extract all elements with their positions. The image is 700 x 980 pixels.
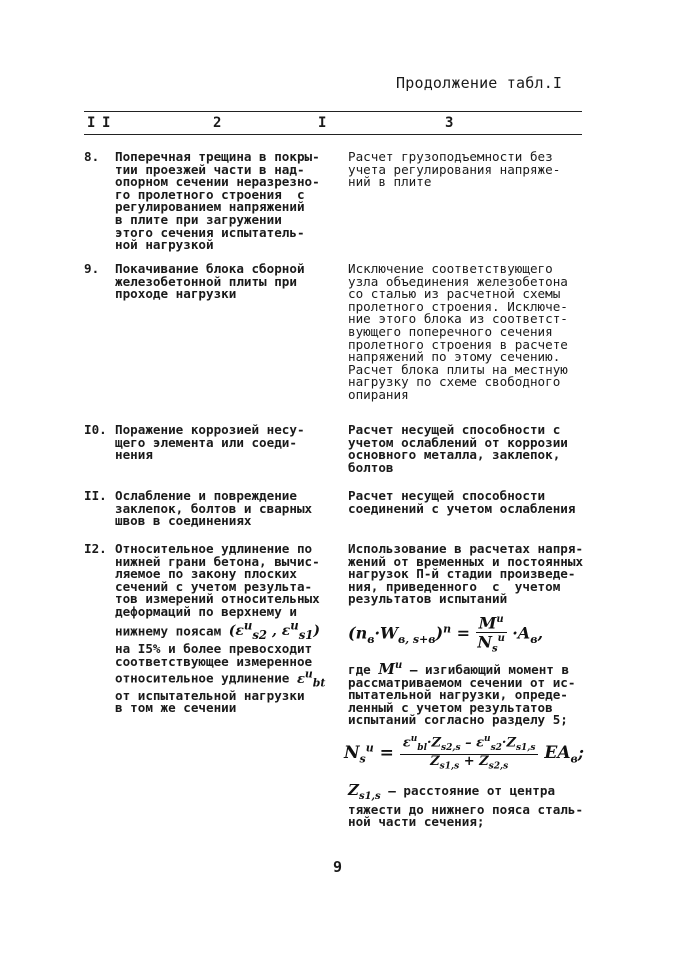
row-number: 8. <box>84 149 100 164</box>
row-number: I2. <box>84 541 107 556</box>
defect-description: Относительное удлинение по нижней грани бетона, вычис- ляемое по закону плоских сечений с учетом результа- тов измерений относительных деформаций по верхнему и нижнему поясам ($\varepsilon^и_{s2}$ , $\varepsilon^и_{s1}$) на I5% и более превосходит соответствующее измеренное относительное удлинение $\varepsilon^и_{bt}$ от испытательной нагрузки в том же сечении <box>115 541 326 716</box>
calculation-method: Исключение соответствующего узла объединения железобетона со сталью из расчетной схемы пролетного строения. Исключе- ние этого блока из соответст- вующего поперечного сечения пролетного строения в расчете напряжений по этому сечению. Расчет блока плиты на местную нагрузку по схеме свободного опирания <box>348 261 568 402</box>
header-col1: I <box>87 115 96 131</box>
row-number: II. <box>84 488 107 503</box>
header-col2: 2 <box>213 115 222 131</box>
formula-axial-force: $N_s^и$ = $\frac{\varepsilon^и_{bl}\cdot Z_{s2,s} - \varepsilon^и_{s2}\cdot Z_{s1,s}}{Z_{s1,s} + Z_{s2,s}}$ $EA_в$; <box>344 734 585 772</box>
moment-symbol-math: $M^и$ <box>378 660 403 678</box>
row-number: I0. <box>84 422 107 437</box>
header-sep-1: I <box>102 115 111 131</box>
formula-stress-relation: $(n_в\cdot W_{в, s+в})^n$ = $\frac{M^и}{N_s^и}$ $\cdot A_в$, <box>348 613 544 655</box>
strain-pair-math: ($\varepsilon^и_{s2}$ , $\varepsilon^и_{s1}$) <box>228 618 320 643</box>
strain-epsilon-math: $\varepsilon^и_{bt}$ <box>296 667 326 690</box>
defect-description: Ослабление и повреждение заклепок, болтов и сварных швов в соединениях <box>115 488 313 529</box>
calculation-method: Расчет несущей способности с учетом ослаблений от коррозии основного металла, заклепок, болтов <box>348 422 568 475</box>
defect-description: Покачивание блока сборной железобетонной плиты при проходе нагрузки <box>115 261 305 302</box>
table-continuation-label: Продолжение табл.I <box>396 74 563 92</box>
header-col3: 3 <box>445 115 454 131</box>
defect-description: Поперечная трещина в покры- тии проезжей части в над- опорном сечении неразрезно- го пролетного строения с регулированием напряжений в плите при загружении этого сечения испытатель- ной нагрузкой <box>115 149 320 253</box>
page-number: 9 <box>333 858 343 876</box>
calculation-method: Использование в расчетах напря- жений от временных и постоянных нагрузок П-й стадии произведе- ния, приведенного с учетом результатов испытаний <box>348 541 584 607</box>
document-page: Продолжение табл.I I I 2 I 3 8. Поперечная трещина в покры- тии проезжей части в над- опорном сечении неразрезно- го пролетного строения с регулированием напряжений в плите при загружении этого сечения испытатель- ной нагрузкой Расчет грузоподъемности без учета регулирования напряже- ний в плите 9. Покачивание блока сборной железобетонной плиты при проходе нагрузки Исключение соответствующего узла объединения железобетона со сталью из расчетной схемы пролетного строения. Исключе- ние этого блока из соответст- вующего поперечного сечения пролетного строения в расчете напряжений по этому сечению. Расчет блока плиты на местную нагрузку по схеме свободного опирания I0. Поражение коррозией несу- щего элемента или соеди- нения Расчет несущей способности с учетом ослаблений от коррозии основного металла, заклепок, болтов II. Ослабление и повреждение заклепок, болтов и сварных швов в соединениях Расчет несущей способности соединений с учетом ослабления I2. Относительное удлинение по нижней грани бетона, вычис- ляемое по закону плоских сечений с учетом результа- тов измерений относительных деформаций по верхнему и нижнему поясам ($\varepsilon^и_{s2}$ , $\varepsilon^и_{s1}$) на I5% и более превосходит соответствующее измеренное относительное удлинение $\varepsilon^и_{bt}$ от испытательной нагрузки в том же сечении Использование в расчетах напря- жений от временных и постоянных нагрузок П-й стадии произведе- ния, приведенного с учетом результатов испытаний $(n_в\cdot W_{в, s+в})^n$ = $\frac{M^и}{N_s^и}$ $\cdot A_в$, где $M^и$ – изгибающий момент в рассматриваемом сечении от ис- пытательной нагрузки, опреде- ленный с учетом результатов испытаний согласно разделу 5; $N_s^и$ = $\frac{\varepsilon^и_{bl}\cdot Z_{s2,s} - \varepsilon^и_{s2}\cdot Z_{s1,s}}{Z_{s1,s} + Z_{s2,s}}$ $EA_в$; $Z_{s1,s}$ – расстояние от центра тяжести до нижнего пояса сталь- ной части сечения; 9 <box>0 0 700 980</box>
row-number: 9. <box>84 261 100 276</box>
calculation-method: Расчет грузоподъемности без учета регулирования напряже- ний в плите <box>348 149 561 190</box>
header-sep-2: I <box>318 115 327 131</box>
defect-description: Поражение коррозией несу- щего элемента или соеди- нения <box>115 422 305 463</box>
table-top-rule <box>84 111 582 112</box>
calculation-method: Расчет несущей способности соединений с учетом ослабления <box>348 488 576 516</box>
z-symbol-math: $Z_{s1,s}$ <box>348 781 381 802</box>
table-header-rule <box>84 134 582 135</box>
